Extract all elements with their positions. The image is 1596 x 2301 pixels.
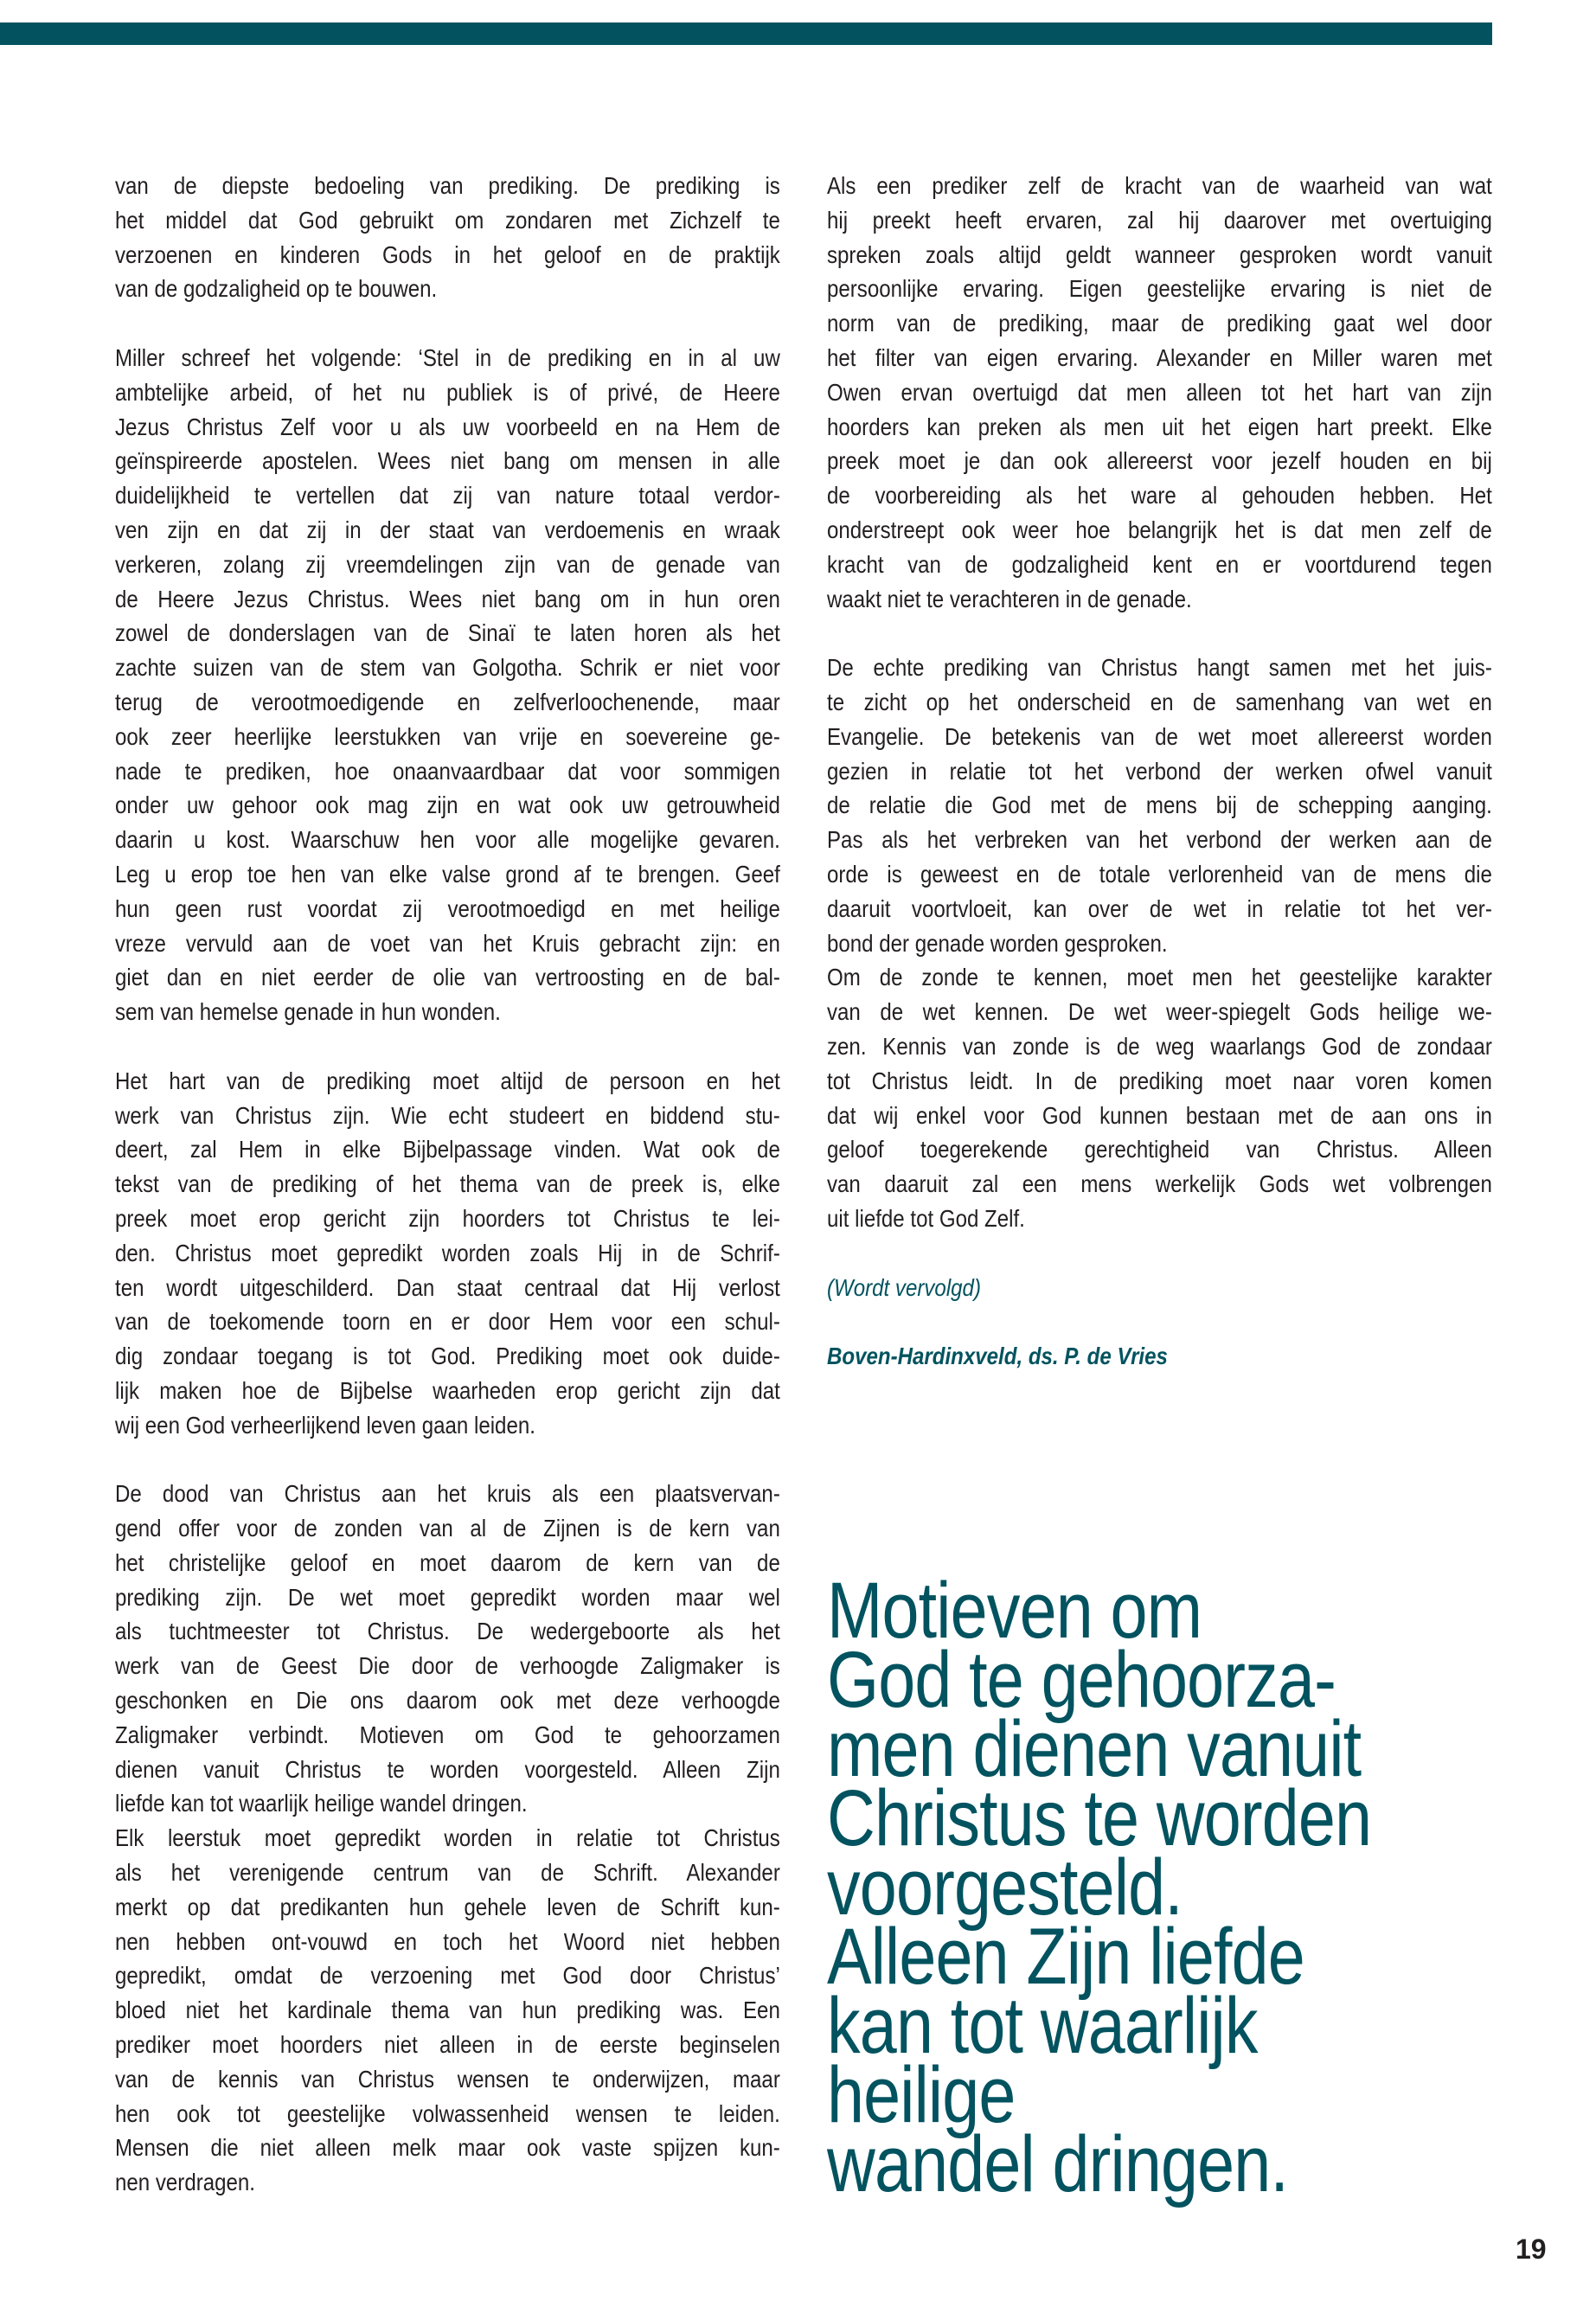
paragraph-line: norm van de prediking, maar de prediking gaat wel door	[827, 310, 1492, 337]
paragraph-line: Elk leerstuk moet gepredikt worden in relatie tot Christus	[115, 1824, 780, 1852]
paragraph-line: vreze vervuld aan de voet van het Kruis gebracht zijn: en	[115, 929, 780, 957]
paragraph-line: de voorbereiding als het ware al gehouden hebben. Het	[827, 482, 1492, 510]
pull-quote-line: voorgesteld.	[827, 1843, 1183, 1932]
paragraph-line: ten wordt uitgeschilderd. Dan staat centraal dat Hij verlost	[115, 1273, 780, 1301]
left-text-column	[115, 169, 780, 2200]
paragraph-line: van daaruit zal een mens werkelijk Gods wet volbrengen	[827, 1170, 1492, 1198]
pull-quote-line: God te gehoorza-	[827, 1636, 1336, 1724]
paragraph-line: den. Christus moet gepredikt worden zoals Hij in de Schrif-	[115, 1239, 780, 1266]
paragraph-line: Miller schreef het volgende: ‘Stel in de prediking en in al uw	[115, 343, 780, 371]
paragraph-line: duidelijkheid te vertellen dat zij van nature totaal verdor-	[115, 482, 780, 510]
paragraph-line: zowel de donderslagen van de Sinaï te laten horen als het	[115, 619, 780, 647]
pull-quote-line: kan tot waarlijk	[827, 1982, 1258, 2070]
paragraph-line: prediker moet hoorders niet alleen in de eerste beginselen	[115, 2031, 780, 2059]
paragraph-line: nade te prediken, hoe onaanvaardbaar dat voor sommigen	[115, 757, 780, 785]
paragraph-line: verzoenen en kinderen Gods in het geloof en de praktijk	[115, 240, 780, 268]
paragraph-line: nen verdragen.	[115, 2169, 255, 2196]
paragraph-line: daaruit voortvloeit, kan over de wet in relatie tot het ver-	[827, 894, 1492, 922]
paragraph-line: liefde kan tot waarlijk heilige wandel dringen.	[115, 1790, 528, 1817]
paragraph-line: preek moet je dan ook allereerst voor jezelf houden en bij	[827, 447, 1492, 475]
paragraph-line: nen hebben ont-vouwd en toch het Woord niet hebben	[115, 1927, 780, 1955]
paragraph-line: zachte suizen van de stem van Golgotha. Schrik er niet voor	[115, 654, 780, 682]
paragraph-line: wij een God verheerlijkend leven gaan leiden.	[115, 1411, 535, 1439]
paragraph-line: werk van de Geest Die door de verhoogde Zaligmaker is	[115, 1652, 780, 1680]
paragraph-line: daarin u kost. Waarschuw hen voor alle mogelijke gevaren.	[115, 826, 780, 854]
paragraph-line: Om de zonde te kennen, moet men het geestelijke karakter	[827, 964, 1492, 991]
pull-quote-line: Motieven om	[827, 1567, 1202, 1655]
paragraph-line: van de toekomende toorn en er door Hem voor een schul-	[115, 1308, 780, 1336]
paragraph-line: De echte prediking van Christus hangt samen met het juis-	[827, 654, 1492, 682]
paragraph-line: ook zeer heerlijke leerstukken van vrije en soevereine ge-	[115, 722, 780, 750]
pull-quote-line: wandel dringen.	[827, 2120, 1289, 2208]
paragraph-line: gend offer voor de zonden van al de Zijnen is de kern van	[115, 1515, 780, 1542]
paragraph-line: hun geen rust voordat zij verootmoedigd en met heilige	[115, 894, 780, 922]
paragraph-line: prediking zijn. De wet moet gepredikt worden maar wel	[115, 1583, 780, 1611]
paragraph-line: merkt op dat predikanten hun gehele leven de Schrift kun-	[115, 1893, 780, 1920]
paragraph-line: Owen ervan overtuigd dat men alleen tot het hart van zijn	[827, 378, 1492, 406]
paragraph-line: werk van Christus zijn. Wie echt studeert en biddend stu-	[115, 1101, 780, 1129]
paragraph-line: onderstreept ook weer hoe belangrijk het is dat men zelf de	[827, 516, 1492, 543]
right-text-column	[827, 169, 1492, 1374]
paragraph-line: De dood van Christus aan het kruis als een plaatsvervan-	[115, 1480, 780, 1508]
paragraph-line: spreken zoals altijd geldt wanneer gesproken wordt vanuit	[827, 240, 1492, 268]
paragraph-line: zen. Kennis van zonde is de weg waarlangs God de zondaar	[827, 1032, 1492, 1060]
paragraph-line: te zicht op het onderscheid en de samenhang van wet en	[827, 688, 1492, 715]
paragraph-line: onder uw gehoor ook mag zijn en wat ook uw getrouwheid	[115, 792, 780, 819]
paragraph-line: het christelijke geloof en moet daarom de kern van de	[115, 1548, 780, 1576]
paragraph-line: preek moet erop gericht zijn hoorders tot Christus te lei-	[115, 1204, 780, 1232]
paragraph-line: van de kennis van Christus wensen te onderwijzen, maar	[115, 2065, 780, 2093]
pull-quote-line: heilige	[827, 2051, 1016, 2139]
paragraph-line: tekst van de prediking of het thema van de preek is, elke	[115, 1170, 780, 1198]
paragraph-gap	[115, 306, 780, 341]
paragraph-line: geloof toegerekende gerechtigheid van Christus. Alleen	[827, 1136, 1492, 1163]
paragraph-line: sem van hemelse genade in hun wonden.	[115, 998, 501, 1026]
paragraph-line: als tuchtmeester tot Christus. De wedergeboorte als het	[115, 1618, 780, 1645]
pull-quote	[827, 1567, 1554, 2208]
pull-quote-line: Alleen Zijn liefde	[827, 1913, 1304, 2001]
paragraph-line: het filter van eigen ervaring. Alexander en Miller waren met	[827, 343, 1492, 371]
paragraph-line: deert, zal Hem in elke Bijbelpassage vinden. Wat ook de	[115, 1136, 780, 1163]
paragraph-line: orde is geweest en de totale verlorenheid van de mens die	[827, 860, 1492, 888]
header-accent-bar	[0, 22, 1492, 45]
paragraph-line: lijk maken hoe de Bijbelse waarheden erop gericht zijn dat	[115, 1376, 780, 1404]
paragraph-line: hoorders kan preken als men uit het eigen hart preekt. Elke	[827, 413, 1492, 440]
paragraph-line: bond der genade worden gesproken.	[827, 929, 1168, 957]
paragraph-line: Leg u erop toe hen van elke valse grond af te brengen. Geef	[115, 860, 780, 888]
paragraph-line: ven zijn en dat zij in der staat van verdoemenis en wraak	[115, 516, 780, 543]
pull-quote-line: Christus te worden	[827, 1774, 1372, 1862]
paragraph-line: het middel dat God gebruikt om zondaren met Zichzelf te	[115, 206, 780, 234]
paragraph-line: terug de verootmoedigende en zelfverloochenende, maar	[115, 688, 780, 715]
paragraph-line: Jezus Christus Zelf voor u als uw voorbeeld en na Hem de	[115, 413, 780, 440]
paragraph-line: Evangelie. De betekenis van de wet moet allereerst worden	[827, 722, 1492, 750]
paragraph-line: geschonken en Die ons daarom ook met deze verhoogde	[115, 1687, 780, 1715]
author-byline: Boven-Hardinxveld, ds. P. de Vries	[827, 1343, 1168, 1370]
paragraph-line: hij preekt heeft ervaren, zal hij daarover met overtuiging	[827, 206, 1492, 234]
paragraph-line: hen ook tot geestelijke volwassenheid wensen te leiden.	[115, 2099, 780, 2127]
paragraph-line: uit liefde tot God Zelf.	[827, 1204, 1025, 1232]
paragraph-line: Als een prediker zelf de kracht van de waarheid van wat	[827, 172, 1492, 199]
paragraph-line: als het verenigende centrum van de Schrift. Alexander	[115, 1859, 780, 1887]
paragraph-line: waakt niet te verachteren in de genade.	[827, 585, 1192, 612]
paragraph-line: dig zondaar toegang is tot God. Prediking moet ook duide-	[115, 1343, 780, 1370]
paragraph-line: van de godzaligheid op te bouwen.	[115, 275, 438, 303]
paragraph-gap	[827, 616, 1492, 651]
paragraph-line: verkeren, zolang zij vreemdelingen zijn van de genade van	[115, 550, 780, 578]
paragraph-line: de Heere Jezus Christus. Wees niet bang om in hun oren	[115, 585, 780, 612]
paragraph-line: bloed niet het kardinale thema van hun prediking was. Een	[115, 1997, 780, 2024]
paragraph-line: Mensen die niet alleen melk maar ook vaste spijzen kun-	[115, 2134, 780, 2162]
paragraph-line: van de diepste bedoeling van prediking. De prediking is	[115, 172, 780, 199]
paragraph-gap	[115, 1029, 780, 1064]
continued-note: (Wordt vervolgd)	[827, 1273, 981, 1301]
pull-quote-line: men dienen vanuit	[827, 1705, 1362, 1793]
paragraph-line: geïnspireerde apostelen. Wees niet bang om mensen in alle	[115, 447, 780, 475]
paragraph-line: dienen vanuit Christus te worden voorgesteld. Alleen Zijn	[115, 1755, 780, 1783]
paragraph-line: tot Christus leidt. In de prediking moet naar voren komen	[827, 1067, 1492, 1094]
paragraph-line: ambtelijke arbeid, of het nu publiek is of privé, de Heere	[115, 378, 780, 406]
paragraph-line: van de wet kennen. De wet weer-spiegelt Gods heilige we-	[827, 998, 1492, 1026]
paragraph-line: Pas als het verbreken van het verbond der werken aan de	[827, 826, 1492, 854]
paragraph-line: de relatie die God met de mens bij de schepping aanging.	[827, 792, 1492, 819]
paragraph-line: Het hart van de prediking moet altijd de persoon en het	[115, 1067, 780, 1094]
paragraph-line: dat wij enkel voor God kunnen bestaan met de aan ons in	[827, 1101, 1492, 1129]
page-number: 19	[1516, 2234, 1547, 2265]
paragraph-line: giet dan en niet eerder de olie van vertroosting en de bal-	[115, 964, 780, 991]
paragraph-line: kracht van de godzaligheid kent en er voortdurend tegen	[827, 550, 1492, 578]
paragraph-line: gezien in relatie tot het verbond der werken ofwel vanuit	[827, 757, 1492, 785]
paragraph-gap	[827, 1304, 1492, 1339]
paragraph-gap	[827, 1236, 1492, 1271]
paragraph-gap	[115, 1442, 780, 1477]
paragraph-line: Zaligmaker verbindt. Motieven om God te gehoorzamen	[115, 1721, 780, 1748]
paragraph-line: gepredikt, omdat de verzoening met God door Christus’	[115, 1962, 780, 1990]
paragraph-line: persoonlijke ervaring. Eigen geestelijke ervaring is niet de	[827, 275, 1492, 303]
